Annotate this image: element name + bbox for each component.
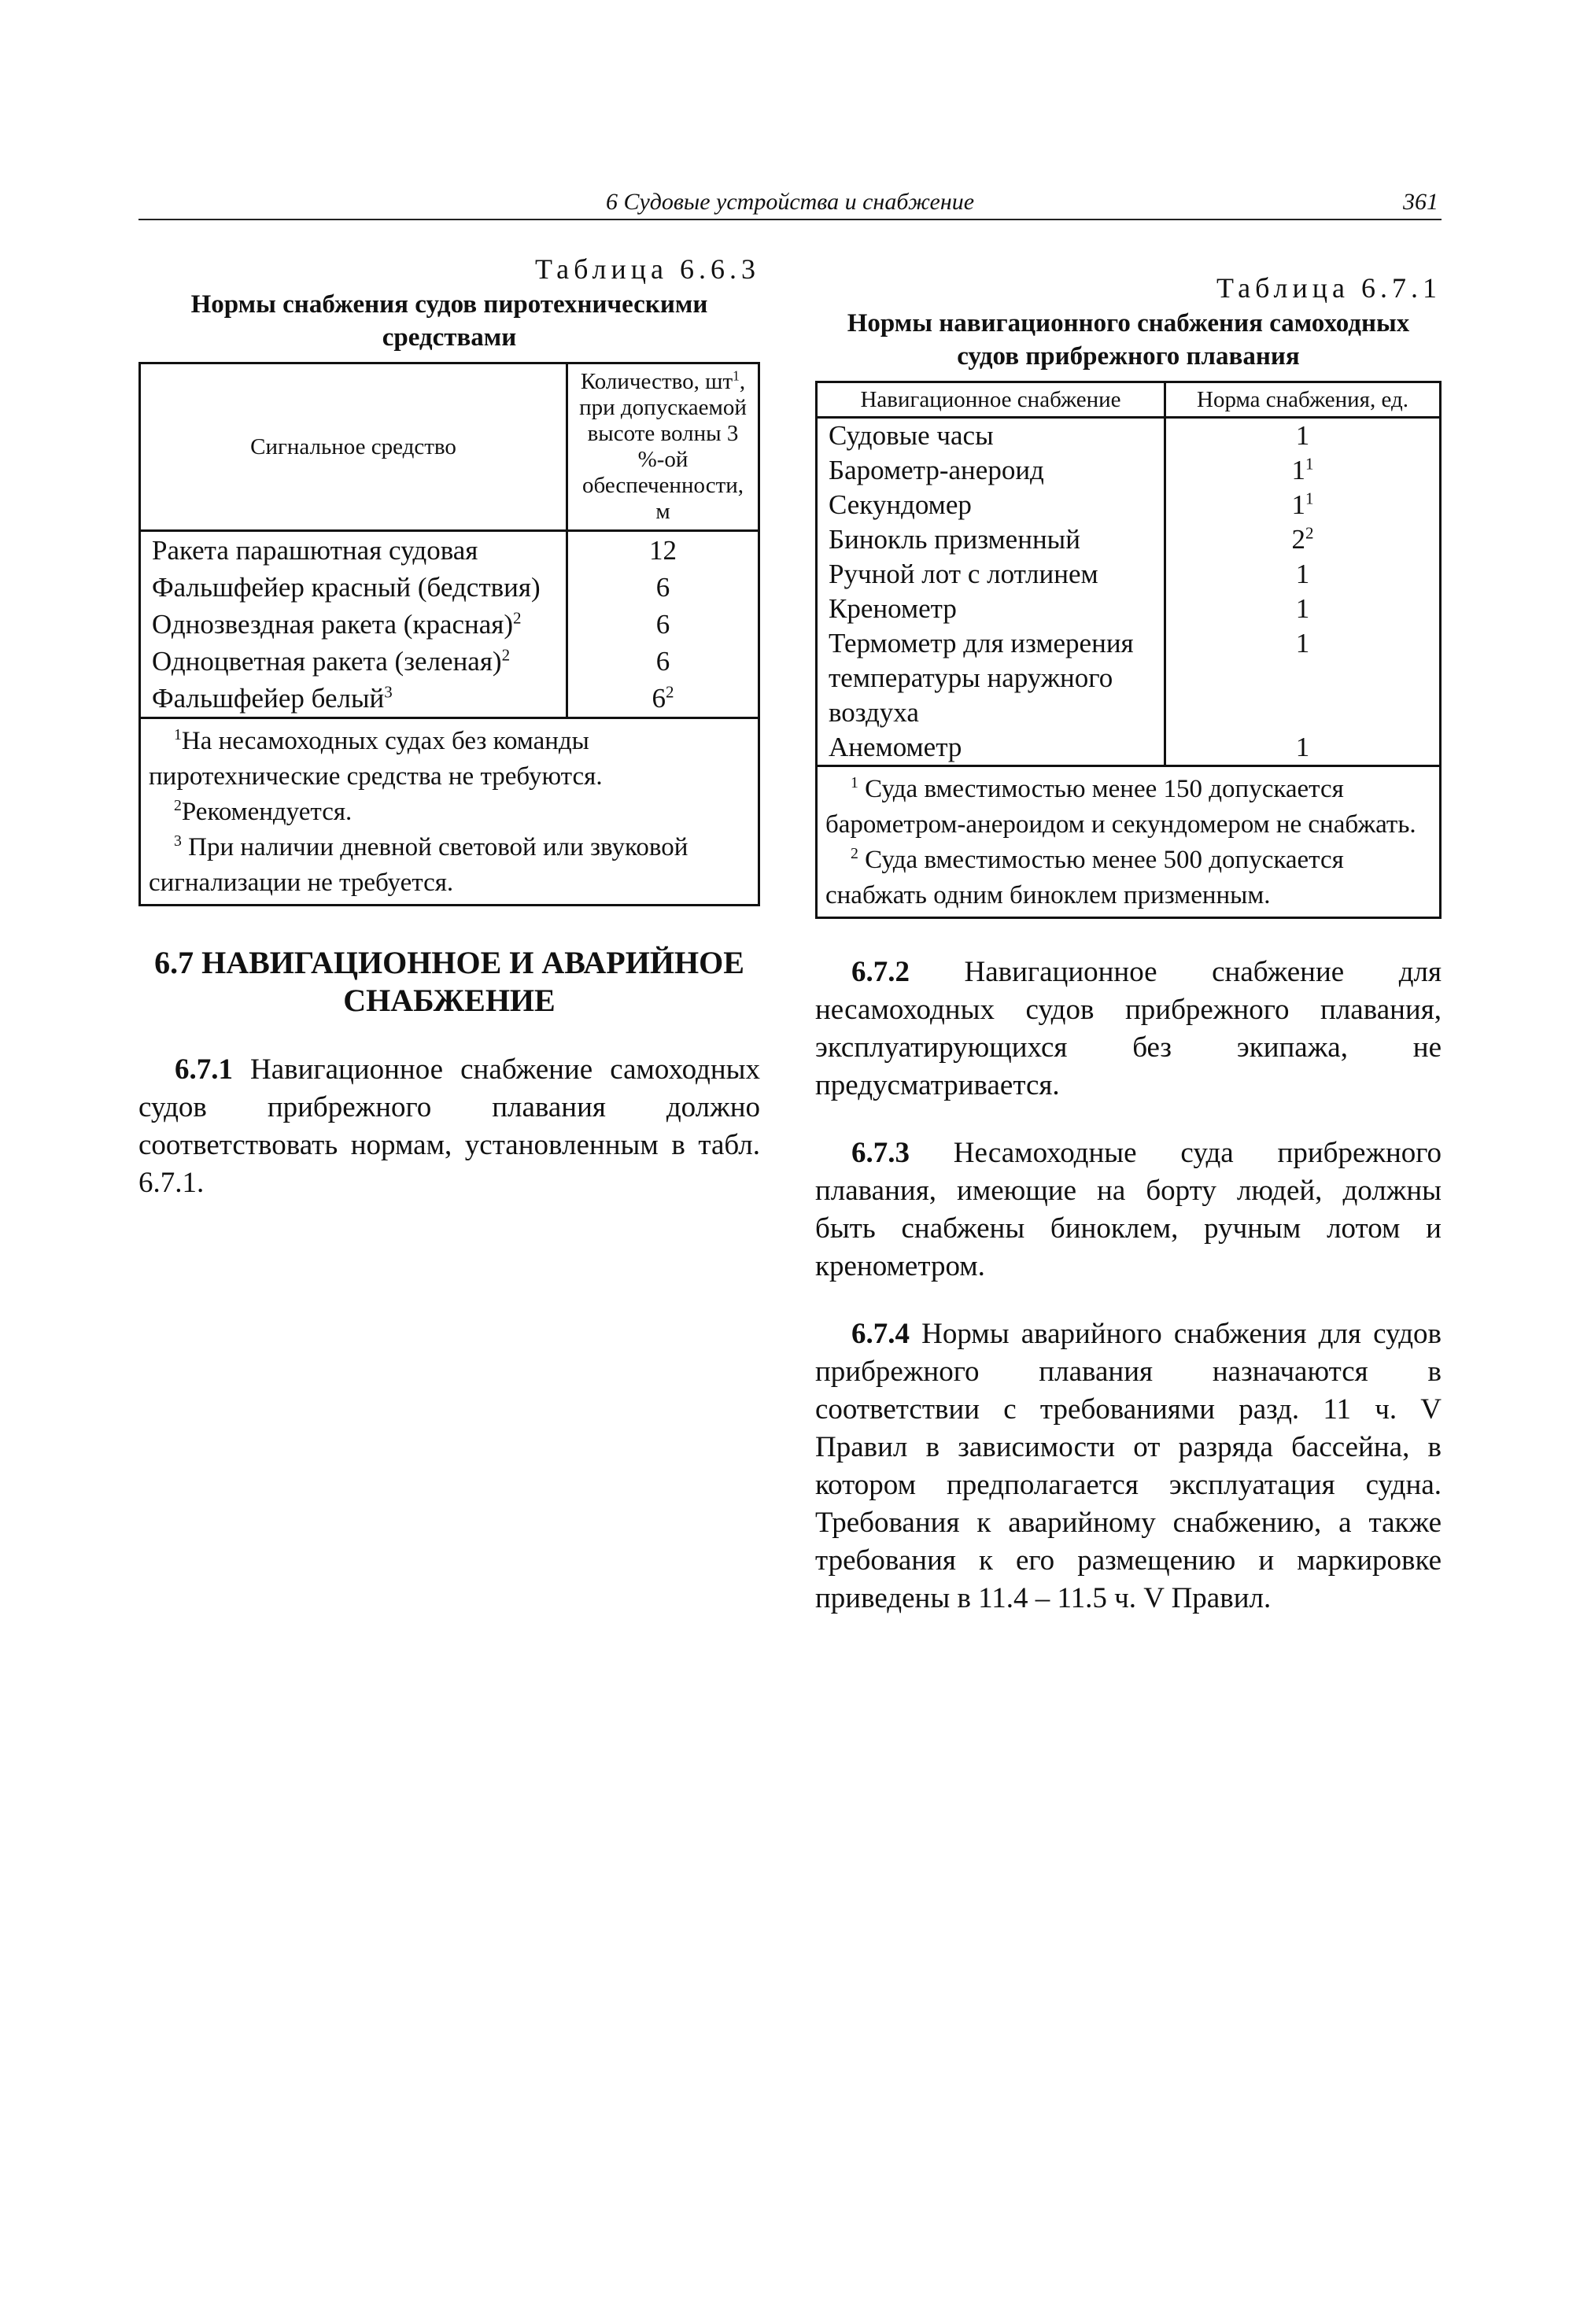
paragraph-text: Нормы аварийного снабжения для судов прибрежного плавания назначаются в соответствии с требованиями разд. 11 ч. V Правил в зависимости от разряда бассейна, в котором предполагается эксплуатация судна. Требования к аварийному снабжению, а также требования к его размещению и маркировке приведены в 11.4 – 11.5 ч. V Правил. <box>815 1318 1442 1614</box>
page-number: 361 <box>1403 189 1438 215</box>
row-value: 6 <box>652 683 666 714</box>
table-row <box>817 522 1441 557</box>
row-value: 6 <box>655 646 670 677</box>
footnote: $^1$На несамоходных судах без команды пиротехнические средства не требуются. <box>149 726 603 791</box>
row-value-sup: 1 <box>1305 454 1314 474</box>
table-row <box>817 626 1441 730</box>
row-name: Фальшфейер красный (бедствия) <box>152 572 541 603</box>
row-value: 1 <box>1295 593 1310 624</box>
paragraph-text: Навигационное снабжение для несамоходных судов прибрежного плавания, эксплуатирующихся без экипажа, не предусматривается. <box>815 956 1442 1101</box>
row-sup: 2 <box>513 608 522 628</box>
row-name: Секундомер <box>829 489 972 520</box>
table-row <box>140 606 759 643</box>
table-row <box>817 730 1441 766</box>
paragraph-673 <box>815 1134 1442 1286</box>
row-name: Ракета парашютная судовая <box>152 535 478 566</box>
row-value: 1 <box>1291 455 1305 485</box>
row-value: 1 <box>1295 628 1310 658</box>
row-value: 1 <box>1295 732 1310 762</box>
table-row <box>817 488 1441 522</box>
running-title: 6 Судовые устройства и снабжение <box>605 189 975 215</box>
col2-header-a: Количество, шт <box>580 369 733 394</box>
paragraph-number: 6.7.3 <box>851 1137 910 1169</box>
footnote: $^3$ При наличии дневной световой или звуковой сигнализации не требуется. <box>149 832 688 897</box>
table-row <box>817 592 1441 626</box>
paragraph-number: 6.7.4 <box>851 1318 910 1350</box>
table-row <box>817 418 1441 454</box>
paragraph-674 <box>815 1315 1442 1618</box>
row-value: 1 <box>1295 420 1310 451</box>
table-671-col1-header: Навигационное снабжение <box>817 382 1165 418</box>
table-671-notes <box>817 766 1441 918</box>
row-name: Судовые часы <box>829 420 994 451</box>
table-row <box>140 643 759 680</box>
row-value: 12 <box>649 535 677 566</box>
right-column <box>815 271 1442 1647</box>
paragraph-672 <box>815 954 1442 1105</box>
footnote: $^1$ Суда вместимостью менее 150 допускается барометром-анероидом и секундомером не снабжать. <box>825 774 1416 839</box>
row-sup: 2 <box>501 645 511 665</box>
footnote: $^2$Рекомендуется. <box>174 797 353 826</box>
table-671-title: Нормы навигационного снабжения самоходных судов прибрежного плавания <box>847 309 1410 371</box>
paragraph-number: 6.7.1 <box>175 1053 233 1086</box>
table-663-title: Нормы снабжения судов пиротехническими средствами <box>190 290 708 352</box>
row-value: 6 <box>655 609 670 640</box>
paragraph-text: Навигационное снабжение самоходных судов прибрежного плавания должно соответствовать нормам, установленным в табл. 6.7.1. <box>138 1053 760 1199</box>
table-663-col2-header <box>567 363 759 531</box>
row-name: Термометр для измерения температуры наружного воздуха <box>829 628 1134 728</box>
table-row <box>140 680 759 718</box>
paragraph-text: Несамоходные суда прибрежного плавания, имеющие на борту людей, должны быть снабжены биноклем, ручным лотом и кренометром. <box>815 1137 1442 1282</box>
paragraph-671 <box>138 1051 760 1202</box>
table-671-caption: Таблица 6.7.1 <box>1216 272 1442 304</box>
row-value: 2 <box>1291 524 1305 555</box>
table-671 <box>815 381 1442 919</box>
section-heading: 6.7 НАВИГАЦИОННОЕ И АВАРИЙНОЕ СНАБЖЕНИЕ <box>154 945 744 1018</box>
col2-header-sup: 1 <box>733 367 740 384</box>
left-column <box>138 252 760 1232</box>
row-name: Однозвездная ракета (красная) <box>152 609 514 640</box>
col2-header-b: , при допускаемой высоте волны 3 %-ой обеспеченности, м <box>579 369 747 524</box>
row-name: Одноцветная ракета (зеленая) <box>152 646 502 677</box>
row-name: Барометр-анероид <box>829 455 1044 485</box>
row-name: Анемометр <box>829 732 962 762</box>
table-row <box>140 569 759 606</box>
table-row <box>817 453 1441 488</box>
table-663 <box>138 362 760 906</box>
row-value-sup: 2 <box>666 682 674 702</box>
row-value-sup: 2 <box>1305 523 1314 543</box>
table-row <box>817 557 1441 592</box>
table-row <box>140 531 759 570</box>
row-value: 6 <box>655 572 670 603</box>
table-663-notes <box>140 718 759 906</box>
row-sup: 3 <box>384 682 393 702</box>
table-663-col1-header: Сигнальное средство <box>140 363 567 531</box>
table-663-caption: Таблица 6.6.3 <box>535 253 760 285</box>
paragraph-number: 6.7.2 <box>851 956 910 988</box>
running-header <box>138 187 1442 220</box>
row-name: Ручной лот с лотлинем <box>829 559 1098 589</box>
row-value-sup: 1 <box>1305 489 1314 508</box>
footnote: $^2$ Суда вместимостью менее 500 допускается снабжать одним биноклем призменным. <box>825 845 1344 909</box>
row-value: 1 <box>1295 559 1310 589</box>
row-name: Фальшфейер белый <box>152 683 385 714</box>
row-name: Кренометр <box>829 593 957 624</box>
row-value: 1 <box>1291 489 1305 520</box>
table-671-col2-header: Норма снабжения, ед. <box>1165 382 1441 418</box>
row-name: Бинокль призменный <box>829 524 1080 555</box>
